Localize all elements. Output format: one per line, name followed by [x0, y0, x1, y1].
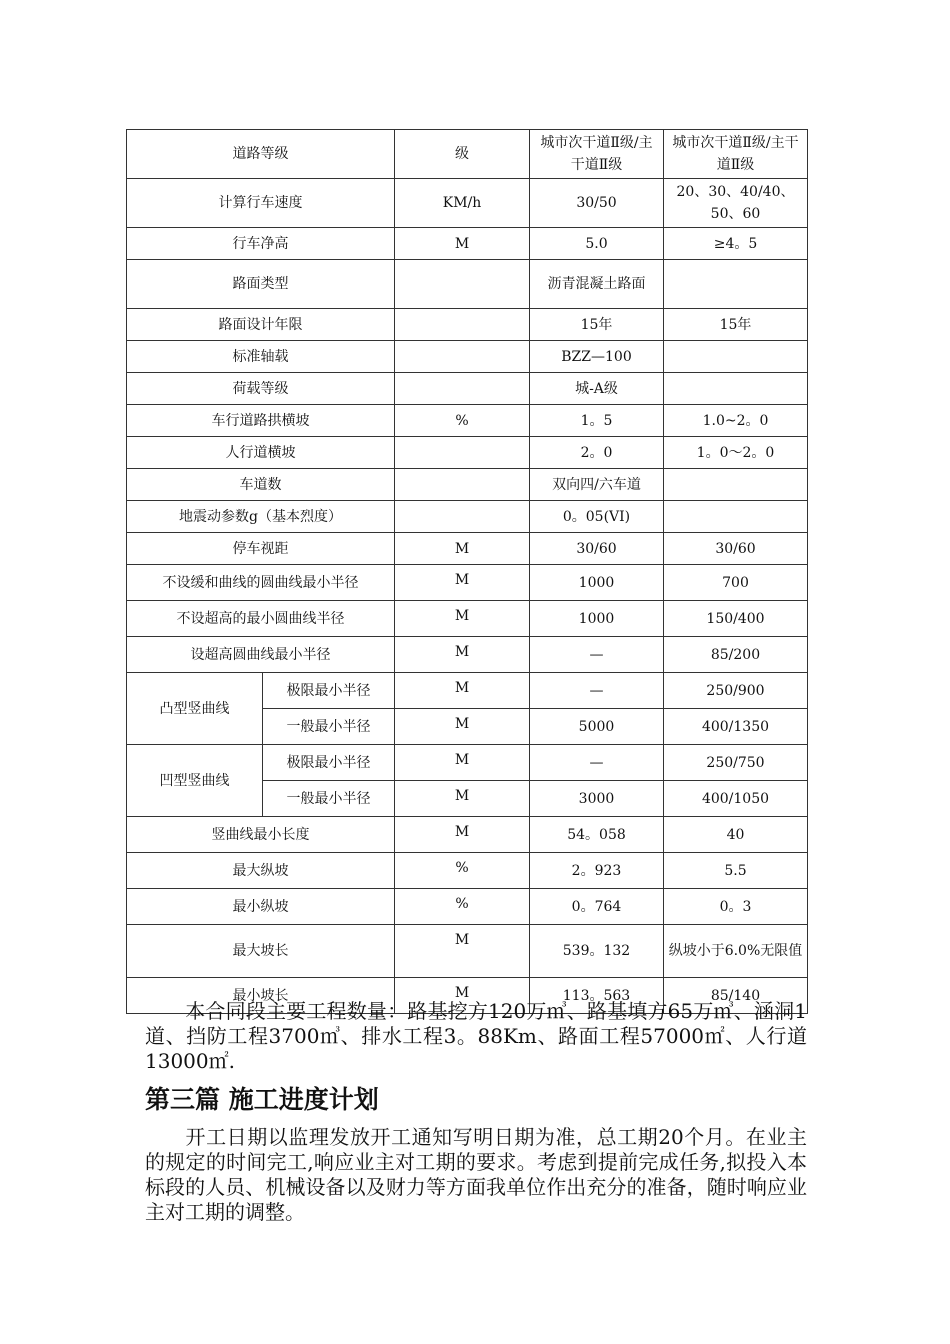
cell-standard: 700: [664, 565, 808, 601]
cell-standard: 400/1050: [664, 781, 808, 817]
cell-unit: M: [395, 673, 530, 709]
cell-design: 沥青混凝土路面: [530, 260, 664, 309]
cell-item: 道路等级: [127, 130, 395, 179]
cell-standard: 1.0~2。0: [664, 405, 808, 437]
cell-design: 0。764: [530, 889, 664, 925]
cell-design: 城市次干道Ⅱ级/主干道Ⅱ级: [530, 130, 664, 179]
table-row: [127, 601, 808, 637]
cell-item: 极限最小半径: [263, 745, 395, 781]
cell-item: 最小坡长: [127, 978, 395, 1014]
table-row: [127, 341, 808, 373]
table-row: [127, 925, 808, 978]
cell-item: 一般最小半径: [263, 781, 395, 817]
cell-standard: [664, 341, 808, 373]
table-row: [127, 889, 808, 925]
cell-design: 双向四/六车道: [530, 469, 664, 501]
table-row: [127, 228, 808, 260]
cell-design: 1000: [530, 565, 664, 601]
cell-standard: 1。0～2。0: [664, 437, 808, 469]
cell-unit: KM/h: [395, 179, 530, 228]
quantities-text: 本合同段主要工程数量：路基挖方120万㎥、路基填方65万㎥、涵洞1道、挡防工程3700㎥、排水工程3。88Km、路面工程57000㎡、人行道13000㎡.: [145, 999, 807, 1073]
convex-curve-label: 凸型竖曲线: [127, 673, 263, 745]
cell-item: 不设缓和曲线的圆曲线最小半径: [127, 565, 395, 601]
table-row: [127, 637, 808, 673]
cell-design: 5000: [530, 709, 664, 745]
cell-unit: M: [395, 533, 530, 565]
cell-design: 15年: [530, 309, 664, 341]
cell-standard: ≥4。5: [664, 228, 808, 260]
cell-item: 最小纵坡: [127, 889, 395, 925]
cell-unit: M: [395, 745, 530, 781]
cell-item: 荷载等级: [127, 373, 395, 405]
cell-unit: [395, 437, 530, 469]
cell-item: 车行道路拱横坡: [127, 405, 395, 437]
cell-standard: 250/900: [664, 673, 808, 709]
cell-design: 5.0: [530, 228, 664, 260]
cell-item: 车道数: [127, 469, 395, 501]
cell-item: 最大坡长: [127, 925, 395, 978]
cell-unit: 级: [395, 130, 530, 179]
table-row: [127, 309, 808, 341]
cell-item: 极限最小半径: [263, 673, 395, 709]
cell-item: 不设超高的最小圆曲线半径: [127, 601, 395, 637]
quantities-paragraph: [145, 999, 807, 1074]
cell-unit: M: [395, 228, 530, 260]
cell-design: 1。5: [530, 405, 664, 437]
table-row: [127, 853, 808, 889]
cell-design: 0。05(VI): [530, 501, 664, 533]
table-row: [127, 745, 808, 781]
cell-item: 路面类型: [127, 260, 395, 309]
cell-standard: 40: [664, 817, 808, 853]
section-title: 第三篇 施工进度计划: [145, 1085, 379, 1114]
cell-item: 一般最小半径: [263, 709, 395, 745]
cell-unit: M: [395, 601, 530, 637]
cell-standard: [664, 469, 808, 501]
cell-unit: M: [395, 781, 530, 817]
cell-standard: [664, 501, 808, 533]
cell-item: 竖曲线最小长度: [127, 817, 395, 853]
cell-unit: M: [395, 709, 530, 745]
cell-item: 设超高圆曲线最小半径: [127, 637, 395, 673]
table-row: [127, 260, 808, 309]
cell-design: 3000: [530, 781, 664, 817]
cell-unit: [395, 373, 530, 405]
table-row: [127, 501, 808, 533]
cell-item: 行车净高: [127, 228, 395, 260]
cell-standard: 30/60: [664, 533, 808, 565]
cell-design: 54。058: [530, 817, 664, 853]
cell-item: 最大纵坡: [127, 853, 395, 889]
table-header-row: [127, 130, 808, 179]
cell-standard: 85/140: [664, 978, 808, 1014]
cell-standard: 150/400: [664, 601, 808, 637]
cell-unit: %: [395, 405, 530, 437]
cell-unit: %: [395, 853, 530, 889]
cell-design: 2。923: [530, 853, 664, 889]
cell-item: 停车视距: [127, 533, 395, 565]
cell-unit: [395, 501, 530, 533]
schedule-paragraph: [145, 1125, 807, 1225]
cell-design: —: [530, 745, 664, 781]
cell-item: 人行道横坡: [127, 437, 395, 469]
cell-unit: [395, 260, 530, 309]
cell-unit: %: [395, 889, 530, 925]
cell-design: 30/60: [530, 533, 664, 565]
table-row: [127, 565, 808, 601]
cell-standard: 0。3: [664, 889, 808, 925]
table-row: [127, 469, 808, 501]
cell-unit: M: [395, 565, 530, 601]
cell-item: 标准轴载: [127, 341, 395, 373]
table-row: [127, 817, 808, 853]
concave-curve-label: 凹型竖曲线: [127, 745, 263, 817]
cell-standard: 20、30、40/40、50、60: [664, 179, 808, 228]
table-row: [127, 673, 808, 709]
schedule-text: 开工日期以监理发放开工通知写明日期为准，总工期20个月。在业主的规定的时间完工,响应业主对工期的要求。考虑到提前完成任务,拟投入本标段的人员、机械设备以及财力等方面我单位作出充分的准备，随时响应业主对工期的调整。: [145, 1125, 807, 1224]
cell-design: 30/50: [530, 179, 664, 228]
cell-standard: 400/1350: [664, 709, 808, 745]
cell-unit: M: [395, 978, 530, 1014]
cell-design: BZZ—100: [530, 341, 664, 373]
cell-item: 路面设计年限: [127, 309, 395, 341]
cell-unit: M: [395, 817, 530, 853]
cell-design: —: [530, 673, 664, 709]
cell-unit: [395, 469, 530, 501]
cell-standard: 85/200: [664, 637, 808, 673]
cell-unit: M: [395, 637, 530, 673]
table-row: [127, 533, 808, 565]
cell-item: 地震动参数g（基本烈度）: [127, 501, 395, 533]
table-row: [127, 437, 808, 469]
cell-standard: 15年: [664, 309, 808, 341]
cell-design: 2。0: [530, 437, 664, 469]
cell-standard: 250/750: [664, 745, 808, 781]
cell-unit: [395, 341, 530, 373]
cell-design: 1000: [530, 601, 664, 637]
cell-unit: M: [395, 925, 530, 978]
table-row: [127, 179, 808, 228]
cell-item: 计算行车速度: [127, 179, 395, 228]
cell-design: —: [530, 637, 664, 673]
cell-design: 539。132: [530, 925, 664, 978]
cell-standard: 纵坡小于6.0%无限值: [664, 925, 808, 978]
table-row: [127, 373, 808, 405]
cell-standard: [664, 260, 808, 309]
cell-design: 城-A级: [530, 373, 664, 405]
cell-design: 113。563: [530, 978, 664, 1014]
cell-standard: [664, 373, 808, 405]
cell-standard: 城市次干道Ⅱ级/主干道Ⅱ级: [664, 130, 808, 179]
table-row: [127, 405, 808, 437]
road-spec-table: [126, 129, 808, 1014]
cell-standard: 5.5: [664, 853, 808, 889]
cell-unit: [395, 309, 530, 341]
